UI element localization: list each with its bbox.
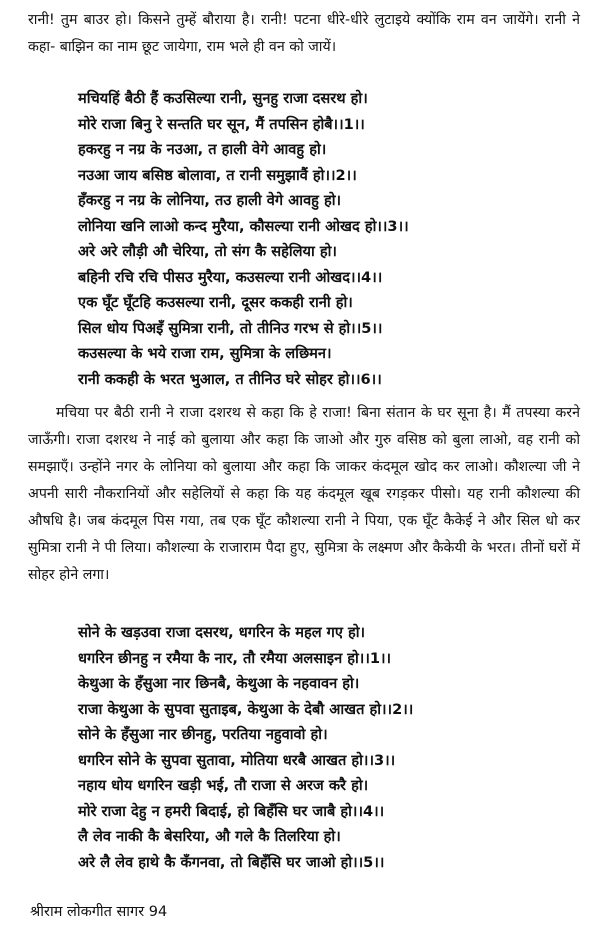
verse-line: हँकरहु न नग्र के लोनिया, तउ हाली वेगे आवहु हो। <box>78 192 342 209</box>
verse-line: बहिनी रचि रचि पीसउ मुरैया, कउसल्या रानी ओखद।।4।। <box>78 268 383 286</box>
prose-paragraph-middle: मचिया पर बैठी रानी ने राजा दशरथ से कहा कि हे राजा! बिना संतान के घर सूना है। मैं तपस्या करने जाऊँगी। राजा दशरथ ने नाई को बुलाया और कहा कि जाओ और गुरु वसिष्ठ को बुला लाओ, वह रानी को समझाएँ। उन्होंने नगर के लोनिया को बुलाया और कहा कि जाकर कंदमूल खोद कर लाओ। कौशल्या जी ने अपनी सारी नौकरानियों और सहेलियों से कहा कि यह कंदमूल खूब रगड़कर पीसो। यह रानी कौशल्या की औषधि है। जब कंदमूल पिस गया, तब एक घूँट कौशल्या रानी ने पिया, एक घूँट कैकेई ने और सिल धो कर सुमित्रा रानी ने पी लिया। कौशल्या के राजाराम पैदा हुए, सुमित्रा के लक्ष्मण और कैकेयी के भरत। तीनों घरों में सोहर होने लगा। <box>28 405 580 583</box>
verse-line: धगरिन छीनहु न रमैया कै नार, तौ रमैया अलसाइन हो।।1।। <box>78 649 392 667</box>
book-title: श्रीराम लोकगीत सागर <box>30 904 145 920</box>
verse-line: सोने के हँसुआ नार छीनहु, परतिया नहुवावो हो। <box>78 726 328 743</box>
verse-line: हकरहु न नग्र के नउआ, त हाली वेगे आवहु हो। <box>78 141 327 158</box>
verse-line: धगरिन सोने के सुपवा सुतावा, मोतिया धरबै आखत हो।।3।। <box>78 751 396 769</box>
verse-line: कउसल्या के भये राजा राम, सुमित्रा के लछिमन। <box>78 345 332 362</box>
verse-line: मोरे राजा बिनु रे सन्तति घर सून, मैं तपसिन होबै।।1।। <box>78 115 365 133</box>
verse-line: लै लेव नाकी कै बेसरिया, औ गले कै तिलरिया हो। <box>78 828 341 845</box>
verse-line: अरे लै लेव हाथे कै कँगनवा, तो बिहँसि घर जाओ हो।।5।। <box>78 853 385 871</box>
verse-line: रानी ककही के भरत भुआल, त तीनिउ घरे सोहर हो।।6।। <box>78 370 382 388</box>
verse-line: सोने के खड़उवा राजा दसरथ, धगरिन के महल गए हो। <box>78 624 366 641</box>
verse-line: मचियहिं बैठी हैं कउसिल्या रानी, सुनहु राजा दसरथ हो। <box>78 90 368 107</box>
verse-line: केथुआ के हँसुआ नार छिनबै, केथुआ के नहवावन हो। <box>78 675 360 692</box>
page-number: 94 <box>148 904 168 920</box>
page-footer <box>30 902 167 922</box>
verse-line: मोरे राजा देहु न हमरी बिदाई, हो बिहँसि घर जाबै हो।।4।। <box>78 802 385 820</box>
verse-line: नहाय धोय धगरिन खड़ी भई, तौ राजा से अरज करै हो। <box>78 777 369 794</box>
verse-line: लोनिया खनि लाओ कन्द मुरैया, कौसल्या रानी ओखद हो।।3।। <box>78 217 409 235</box>
verse-line: अरे अरे लौड़ी औ चेरिया, तो संग कै सहेलिया हो। <box>78 243 337 260</box>
verse-block-2 <box>78 620 578 875</box>
verse-line: सिल धोय पिअइँ सुमित्रा रानी, तो तीनिउ गरभ से हो।।5।। <box>78 319 383 337</box>
verse-line: एक घूँट घूँटहि कउसल्या रानी, दूसर ककही रानी हो। <box>78 294 353 311</box>
prose-paragraph-top: रानी! तुम बाउर हो। किसने तुम्हें बौराया है। रानी! पटना धीरे-धीरे लुटाइये क्योंकि राम वन जायेंगे। रानी ने कहा- बाझिन का नाम छूट जायेगा, राम भले ही वन को जायें। <box>28 12 580 55</box>
verse-block-1 <box>78 86 578 392</box>
verse-line: नउआ जाय बसिष्ठ बोलावा, त रानी समुझावैं हो।।2।। <box>78 166 357 184</box>
verse-line: राजा केथुआ के सुपवा सुताइब, केथुआ के देबौ आखत हो।।2।। <box>78 700 414 718</box>
